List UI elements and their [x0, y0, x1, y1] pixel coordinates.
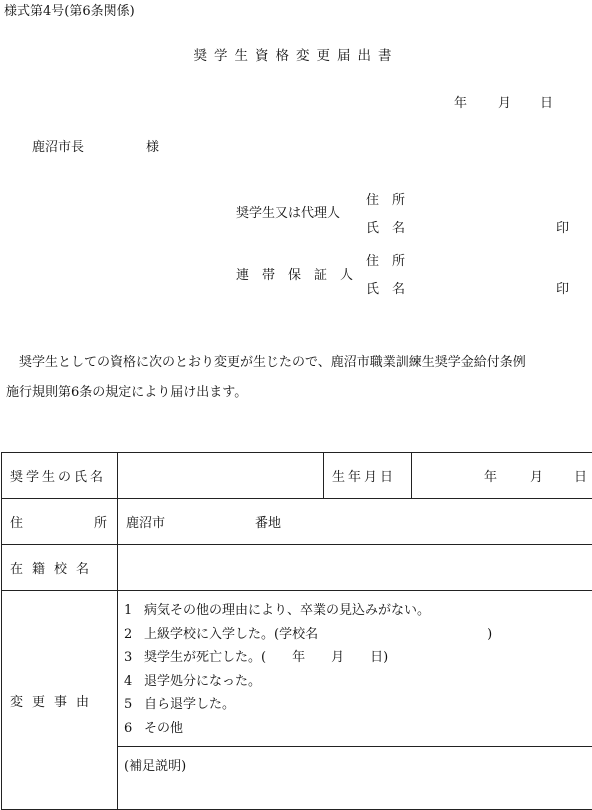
- guarantor-seal: 印: [556, 278, 569, 297]
- address-suffix: 番地: [165, 516, 281, 531]
- reason-item[interactable]: 2 上級学校に入学した。(学校名 ): [124, 623, 592, 647]
- form-number: 様式第4号(第6条関係): [4, 0, 135, 19]
- reason-value: [118, 591, 592, 810]
- birth-value[interactable]: [412, 453, 592, 499]
- reason-list: [118, 591, 592, 740]
- name-label: 奨学生の氏名: [2, 453, 118, 499]
- applicant-address-label: 住 所: [366, 189, 405, 208]
- form-title: 奨学生資格変更届出書: [0, 44, 592, 64]
- school-value[interactable]: [118, 545, 592, 591]
- reason-item[interactable]: 5 自ら退学した。: [124, 693, 592, 717]
- addressee-honorific: 様: [146, 140, 159, 155]
- address-label: 住 所: [2, 499, 118, 545]
- name-value[interactable]: [118, 453, 324, 499]
- applicant-name-label: 氏 名: [366, 217, 405, 236]
- row-name: [2, 453, 592, 499]
- guarantor-label: 連 帯 保 証 人: [236, 264, 353, 283]
- row-school: [2, 545, 592, 591]
- birth-label: 生年月日: [324, 453, 412, 499]
- address-prefix: 鹿沼市: [118, 516, 165, 531]
- row-address: [2, 499, 592, 545]
- row-reason: [2, 591, 592, 810]
- applicant-label: 奨学生又は代理人: [236, 202, 340, 221]
- school-label: 在籍校名: [2, 545, 118, 591]
- form-table: [1, 452, 592, 810]
- reason-item[interactable]: 6 その他: [124, 717, 592, 741]
- addressee: [32, 136, 159, 155]
- applicant-seal: 印: [556, 217, 569, 236]
- address-value[interactable]: [118, 499, 592, 545]
- date-year: 年: [454, 92, 467, 111]
- body-line-1: 奨学生としての資格に次のとおり変更が生じたので、鹿沼市職業訓練生奨学金給付条例: [6, 348, 592, 378]
- date-day: 日: [540, 92, 553, 111]
- date-month: 月: [498, 92, 511, 111]
- reason-item[interactable]: 3 奨学生が死亡した。( 年 月 日): [124, 646, 592, 670]
- reason-item[interactable]: 4 退学処分になった。: [124, 670, 592, 694]
- addressee-name: 鹿沼市長: [32, 140, 84, 155]
- birth-month: 月: [530, 466, 543, 485]
- birth-year: 年: [484, 466, 497, 485]
- body-line-2: 施行規則第6条の規定により届け出ます。: [6, 378, 592, 408]
- supplement-label: (補足説明): [124, 759, 186, 774]
- guarantor-name-label: 氏 名: [366, 278, 405, 297]
- guarantor-address-label: 住 所: [366, 250, 405, 269]
- reason-label: 変更事由: [2, 591, 118, 810]
- birth-day: 日: [574, 466, 587, 485]
- body-text: [6, 348, 592, 408]
- reason-item[interactable]: 1 病気その他の理由により、卒業の見込みがない。: [124, 599, 592, 623]
